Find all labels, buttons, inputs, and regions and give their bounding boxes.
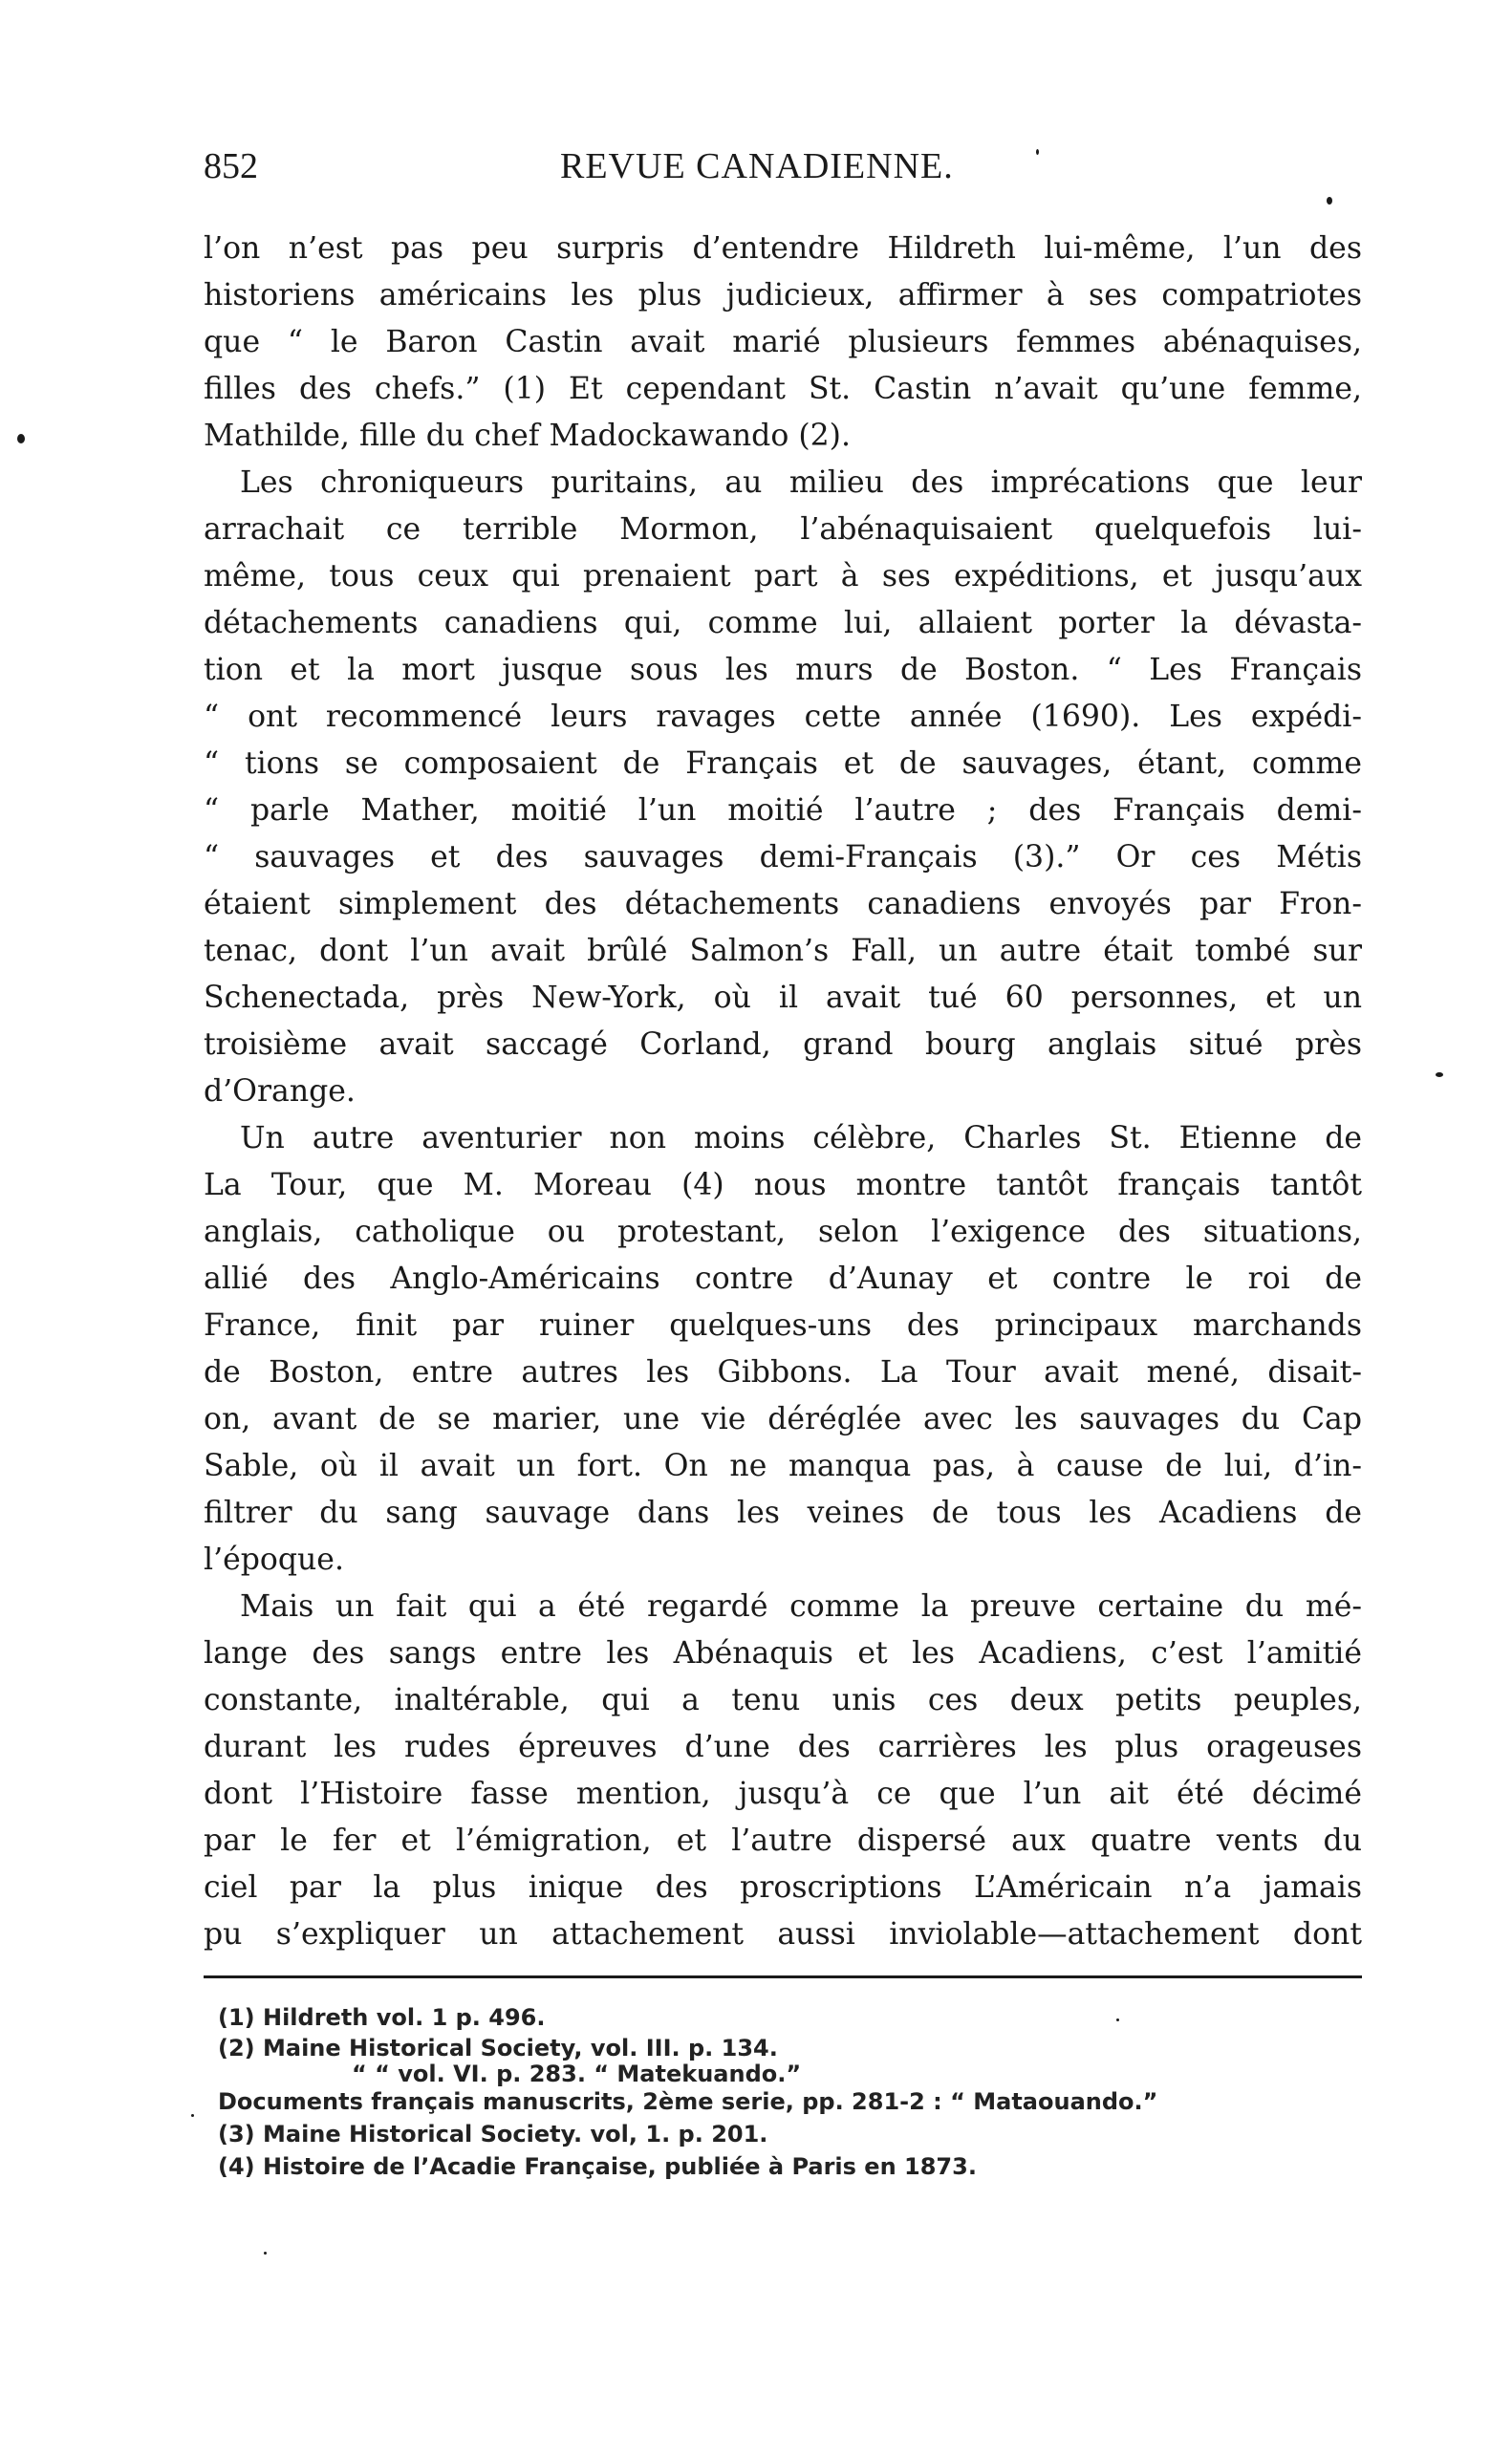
text-line: La Tour, que M. Moreau (4) nous montre tantôt français tantôt: [204, 1168, 1362, 1202]
text-line: Un autre aventurier non moins célèbre, Charles St. Etienne de: [240, 1121, 1362, 1155]
text-line: de Boston, entre autres les Gibbons. La Tour avait mené, disait-: [204, 1355, 1362, 1390]
text-line: dont l’Histoire fasse mention, jusqu’à ce que l’un ait été décimé: [204, 1777, 1362, 1811]
ink-speck: [17, 434, 25, 443]
text-line: Sable, où il avait un fort. On ne manqua pas, à cause de lui, d’in-: [204, 1449, 1362, 1483]
text-line: tenac, dont l’un avait brûlé Salmon’s Fall, un autre était tombé sur: [204, 934, 1362, 968]
text-line: filtrer du sang sauvage dans les veines de tous les Acadiens de: [204, 1496, 1362, 1530]
text-line: “ tions se composaient de Français et de sauvages, étant, comme: [204, 746, 1362, 781]
text-line: tion et la mort jusque sous les murs de Boston. “ Les Français: [204, 653, 1362, 687]
footnote-item: (2) Maine Historical Society, vol. III. p. 134.: [218, 2035, 778, 2061]
text-line: Mathilde, fille du chef Madockawando (2).: [204, 419, 851, 453]
footnote-item: (4) Histoire de l’Acadie Française, publiée à Paris en 1873.: [218, 2153, 977, 2180]
text-line: d’Orange.: [204, 1074, 356, 1109]
text-line: anglais, catholique ou protestant, selon l’exigence des situations,: [204, 1215, 1362, 1249]
ink-speck: [1036, 149, 1039, 155]
text-line: France, finit par ruiner quelques-uns des principaux marchands: [204, 1308, 1362, 1343]
text-line: Mais un fait qui a été regardé comme la preuve certaine du mé-: [240, 1589, 1362, 1624]
text-line: constante, inaltérable, qui a tenu unis ces deux petits peuples,: [204, 1683, 1362, 1717]
body-text: [204, 226, 1362, 1958]
footnote-item: “ “ vol. VI. p. 283. “ Matekuando.”: [352, 2061, 802, 2087]
text-line: historiens américains les plus judicieux, affirmer à ses compatriotes: [204, 278, 1362, 313]
page-header: [204, 143, 1360, 189]
text-line: troisième avait saccagé Corland, grand bourg anglais situé près: [204, 1027, 1362, 1062]
footnotes: [218, 2001, 1317, 2183]
running-title: REVUE CANADIENNE.: [560, 146, 954, 186]
footnote-divider: [204, 1975, 1362, 1978]
text-line: par le fer et l’émigration, et l’autre dispersé aux quatre vents du: [204, 1824, 1362, 1858]
text-line: on, avant de se marier, une vie déréglée avec les sauvages du Cap: [204, 1402, 1362, 1436]
text-line: filles des chefs.” (1) Et cependant St. Castin n’avait qu’une femme,: [204, 372, 1362, 406]
text-line: Schenectada, près New-York, où il avait tué 60 personnes, et un: [204, 981, 1362, 1015]
text-line: lange des sangs entre les Abénaquis et les Acadiens, c’est l’amitié: [204, 1636, 1362, 1671]
text-line: durant les rudes épreuves d’une des carrières les plus orageuses: [204, 1730, 1362, 1764]
text-line: “ ont recommencé leurs ravages cette année (1690). Les expédi-: [204, 700, 1362, 734]
ink-speck: [1116, 2018, 1119, 2021]
ink-speck: [264, 2252, 267, 2255]
text-line: ciel par la plus inique des proscriptions L’Américain n’a jamais: [204, 1870, 1362, 1905]
text-line: Les chroniqueurs puritains, au milieu des imprécations que leur: [240, 465, 1362, 500]
text-line: allié des Anglo-Américains contre d’Aunay et contre le roi de: [204, 1262, 1362, 1296]
text-line: l’on n’est pas peu surpris d’entendre Hildreth lui-même, l’un des: [204, 231, 1362, 266]
text-line: que “ le Baron Castin avait marié plusieurs femmes abénaquises,: [204, 325, 1362, 359]
ink-speck: [191, 2114, 194, 2117]
ink-speck: [1327, 197, 1332, 205]
footnote-item: Documents français manuscrits, 2ème serie, pp. 281-2 : “ Mataouando.”: [218, 2088, 1158, 2115]
text-line: “ parle Mather, moitié l’un moitié l’autre ; des Français demi-: [204, 793, 1362, 828]
text-line: “ sauvages et des sauvages demi-Français (3).” Or ces Métis: [204, 840, 1362, 874]
text-line: arrachait ce terrible Mormon, l’abénaquisaient quelquefois lui-: [204, 512, 1362, 547]
page-number: 852: [204, 146, 258, 186]
text-line: même, tous ceux qui prenaient part à ses expéditions, et jusqu’aux: [204, 559, 1362, 594]
footnote-item: (1) Hildreth vol. 1 p. 496.: [218, 2004, 546, 2031]
text-line: étaient simplement des détachements canadiens envoyés par Fron-: [204, 887, 1362, 921]
text-line: l’époque.: [204, 1543, 344, 1577]
ink-speck: [1436, 1072, 1443, 1077]
text-line: pu s’expliquer un attachement aussi inviolable—attachement dont: [204, 1917, 1362, 1952]
text-line: détachements canadiens qui, comme lui, allaient porter la dévasta-: [204, 606, 1362, 640]
footnote-item: (3) Maine Historical Society. vol, 1. p. 201.: [218, 2121, 768, 2148]
